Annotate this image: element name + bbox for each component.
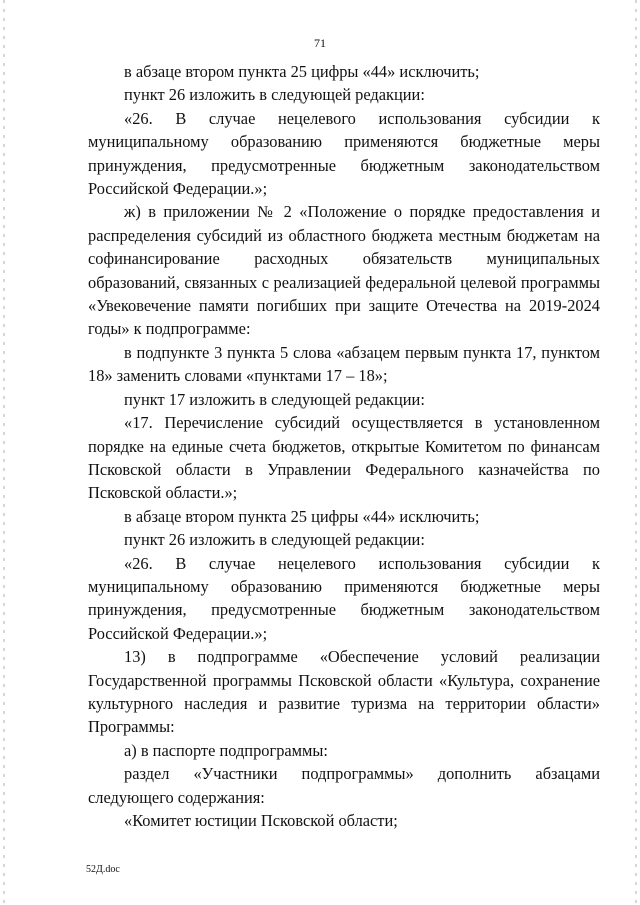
paragraph: пункт 26 изложить в следующей редакции: [124, 85, 425, 105]
paragraph: «17. Перечисление субсидий осуществляется в установленном порядке на единые счета бюджетов, открытые Комитетом по финансам Псковской области в Управлении Федерального казначейства по Псковской области.»; [88, 413, 600, 503]
paragraph: «26. В случае нецелевого использования субсидии к муниципальному образованию применяются бюджетные меры принуждения, предусмотренные бюджетным законодательством Российской Федерации.»; [88, 553, 600, 643]
paragraph: раздел «Участники подпрограммы» дополнить абзацами следующего содержания: [88, 764, 600, 807]
scan-edge-left [3, 0, 5, 905]
paragraph: пункт 17 изложить в следующей редакции: [124, 389, 425, 409]
paragraph: в подпункте 3 пункта 5 слова «абзацем первым пункта 17, пунктом 18» заменить словами «пунктами 17 – 18»; [88, 342, 600, 386]
paragraph: в абзаце втором пункта 25 цифры «44» исключить; [124, 62, 480, 81]
page-number: 71 [314, 36, 326, 50]
paragraph: пункт 26 изложить в следующей редакции: [124, 530, 425, 550]
paragraph: «Комитет юстиции Псковской области; [124, 811, 398, 830]
paragraph: в абзаце втором пункта 25 цифры «44» исключить; [124, 506, 480, 526]
paragraph: 13) в подпрограмме «Обеспечение условий реализации Государственной программы Псковской области «Культура, сохранение культурного наследия и развитие туризма на территории области» Программы: [88, 647, 600, 737]
document-body [88, 60, 600, 832]
paragraph: «26. В случае нецелевого использования субсидии к муниципальному образованию применяются бюджетные меры принуждения, предусмотренные бюджетным законодательством Российской Федерации.»; [88, 108, 600, 199]
paragraph: ж) в приложении № 2 «Положение о порядке предоставления и распределения субсидий из областного бюджета местным бюджетам на софинансирование расходных обязательств муниципальных образований, связанных с реализацией федеральной целевой программы «Увековечение памяти погибших при защите Отечества на 2019-2024 годы» к подпрограмме: [88, 202, 600, 339]
scan-edge-right [635, 0, 637, 905]
footer-filename: 52Д.doc [86, 864, 120, 875]
paragraph: а) в паспорте подпрограммы: [124, 740, 328, 760]
